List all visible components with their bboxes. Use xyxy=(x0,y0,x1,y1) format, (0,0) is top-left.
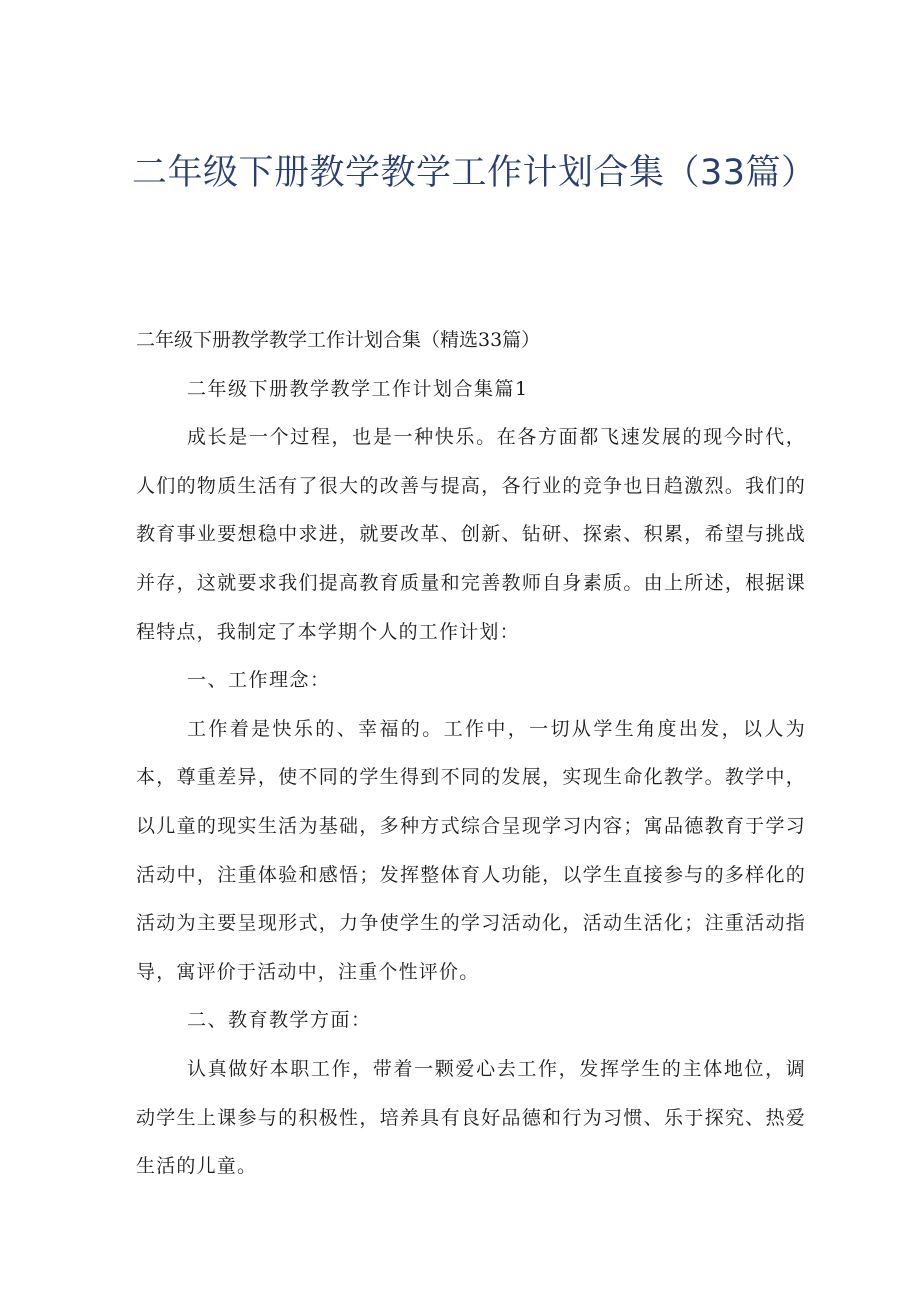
heading-work-philosophy: 一、工作理念： xyxy=(187,669,331,692)
document-body xyxy=(136,316,806,1191)
paragraph-work-philosophy: 工作着是快乐的、幸福的。工作中，一切从学生角度出发，以人为本，尊重差异，使不同的学生得到不同的发展，实现生命化教学。教学中，以儿童的现实生活为基础，多种方式综合呈现学习内容；寓品德教育于学习活动中，注重体验和感悟；发挥整体育人功能，以学生直接参与的多样化的活动为主要呈现形式，力争使学生的学习活动化，活动生活化；注重活动指导，寓评价于活动中，注重个性评价。 xyxy=(136,717,806,983)
paragraph-education-teaching: 认真做好本职工作，带着一颗爱心去工作，发挥学生的主体地位，调动学生上课参与的积极性，培养具有良好品德和行为习惯、乐于探究、热爱生活的儿童。 xyxy=(136,1057,806,1178)
paragraph-intro: 成长是一个过程，也是一种快乐。在各方面都飞速发展的现今时代，人们的物质生活有了很大的改善与提高，各行业的竞争也日趋激烈。我们的教育事业要想稳中求进，就要改革、创新、钻研、探索、积累，希望与挑战并存，这就要求我们提高教育质量和完善教师自身素质。由上所述，根据课程特点，我制定了本学期个人的工作计划： xyxy=(136,426,806,643)
document-title: 二年级下册教学教学工作计划合集（33篇） xyxy=(132,153,817,193)
heading-education-teaching: 二、教育教学方面： xyxy=(187,1009,372,1032)
section-heading: 二年级下册教学教学工作计划合集篇1 xyxy=(187,377,529,400)
document-subtitle: 二年级下册教学教学工作计划合集（精选33篇） xyxy=(136,329,541,351)
